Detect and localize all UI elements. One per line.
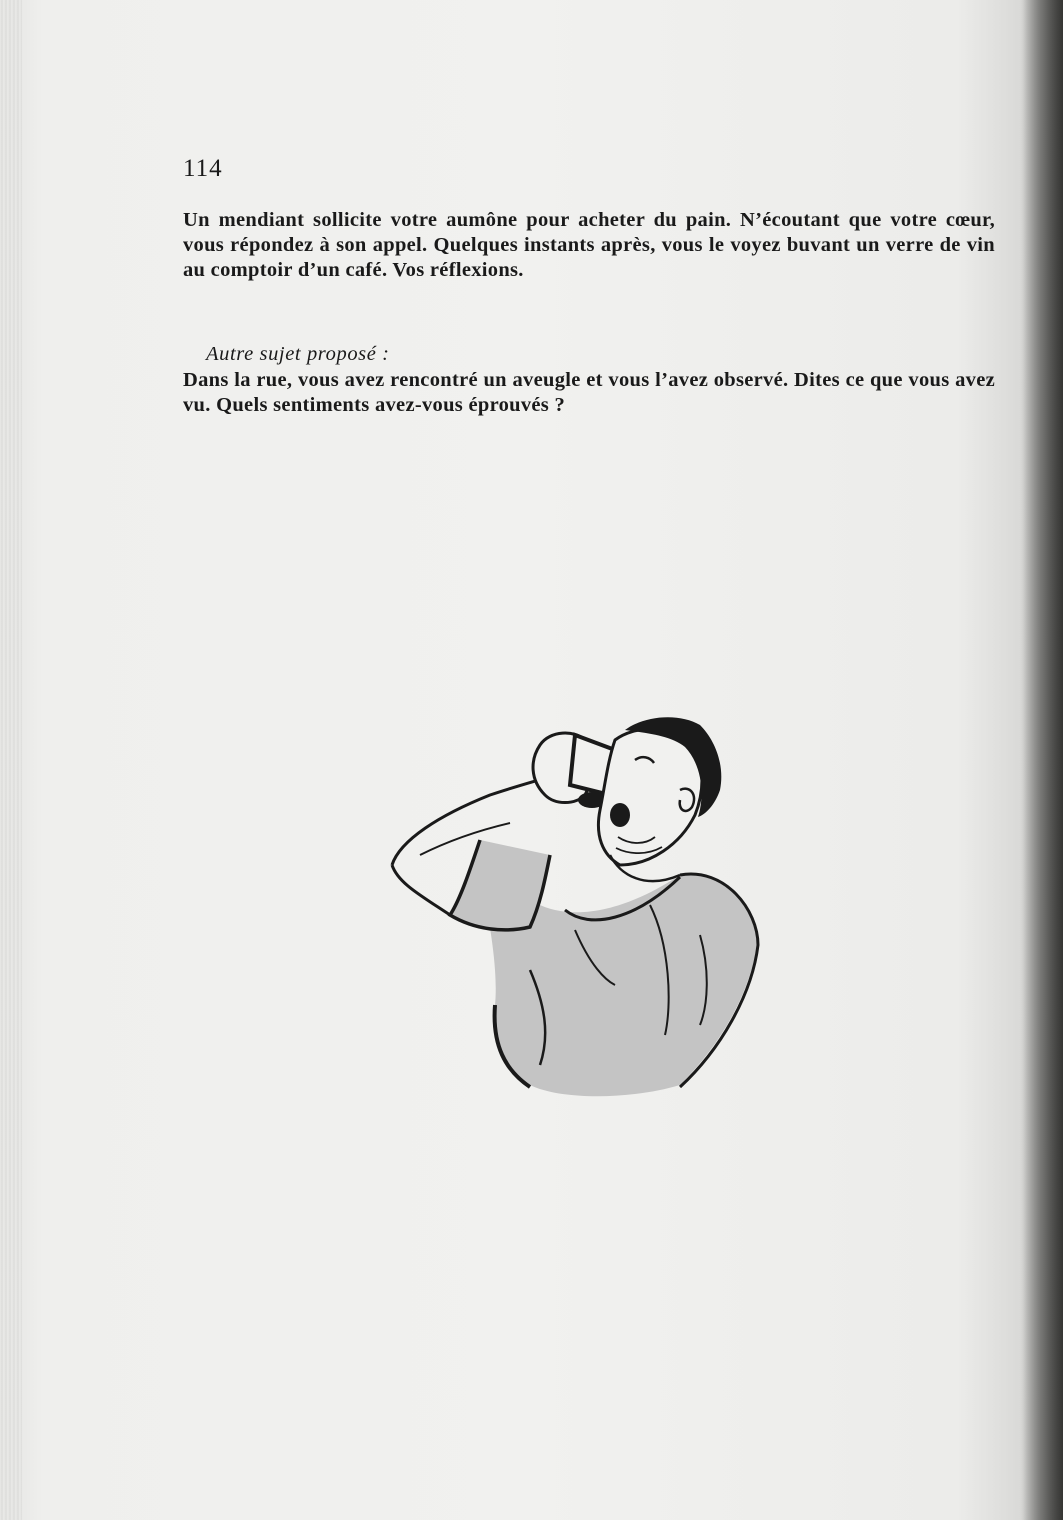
alternate-subject-text: Dans la rue, vous avez rencontré un aveugle et vous l’avez observé. Dites ce que vous avez vu. Quels sentiments avez-vous éprouvés ? [183,369,995,416]
page-stack-edge [0,0,22,1520]
alternate-subject-label: Autre sujet proposé : [206,343,390,365]
sleeve [450,840,550,930]
page-number: 114 [183,155,223,182]
man-drinking-glass-icon [380,705,780,1105]
essay-prompt: Un mendiant sollicite votre aumône pour acheter du pain. N’écoutant que votre cœur, vous répondez à son appel. Quelques instants après, vous le voyez buvant un verre de vin au comptoir d’un café. Vos réflexions. [183,209,995,281]
binding-shadow [1023,0,1063,1520]
face [598,729,702,865]
